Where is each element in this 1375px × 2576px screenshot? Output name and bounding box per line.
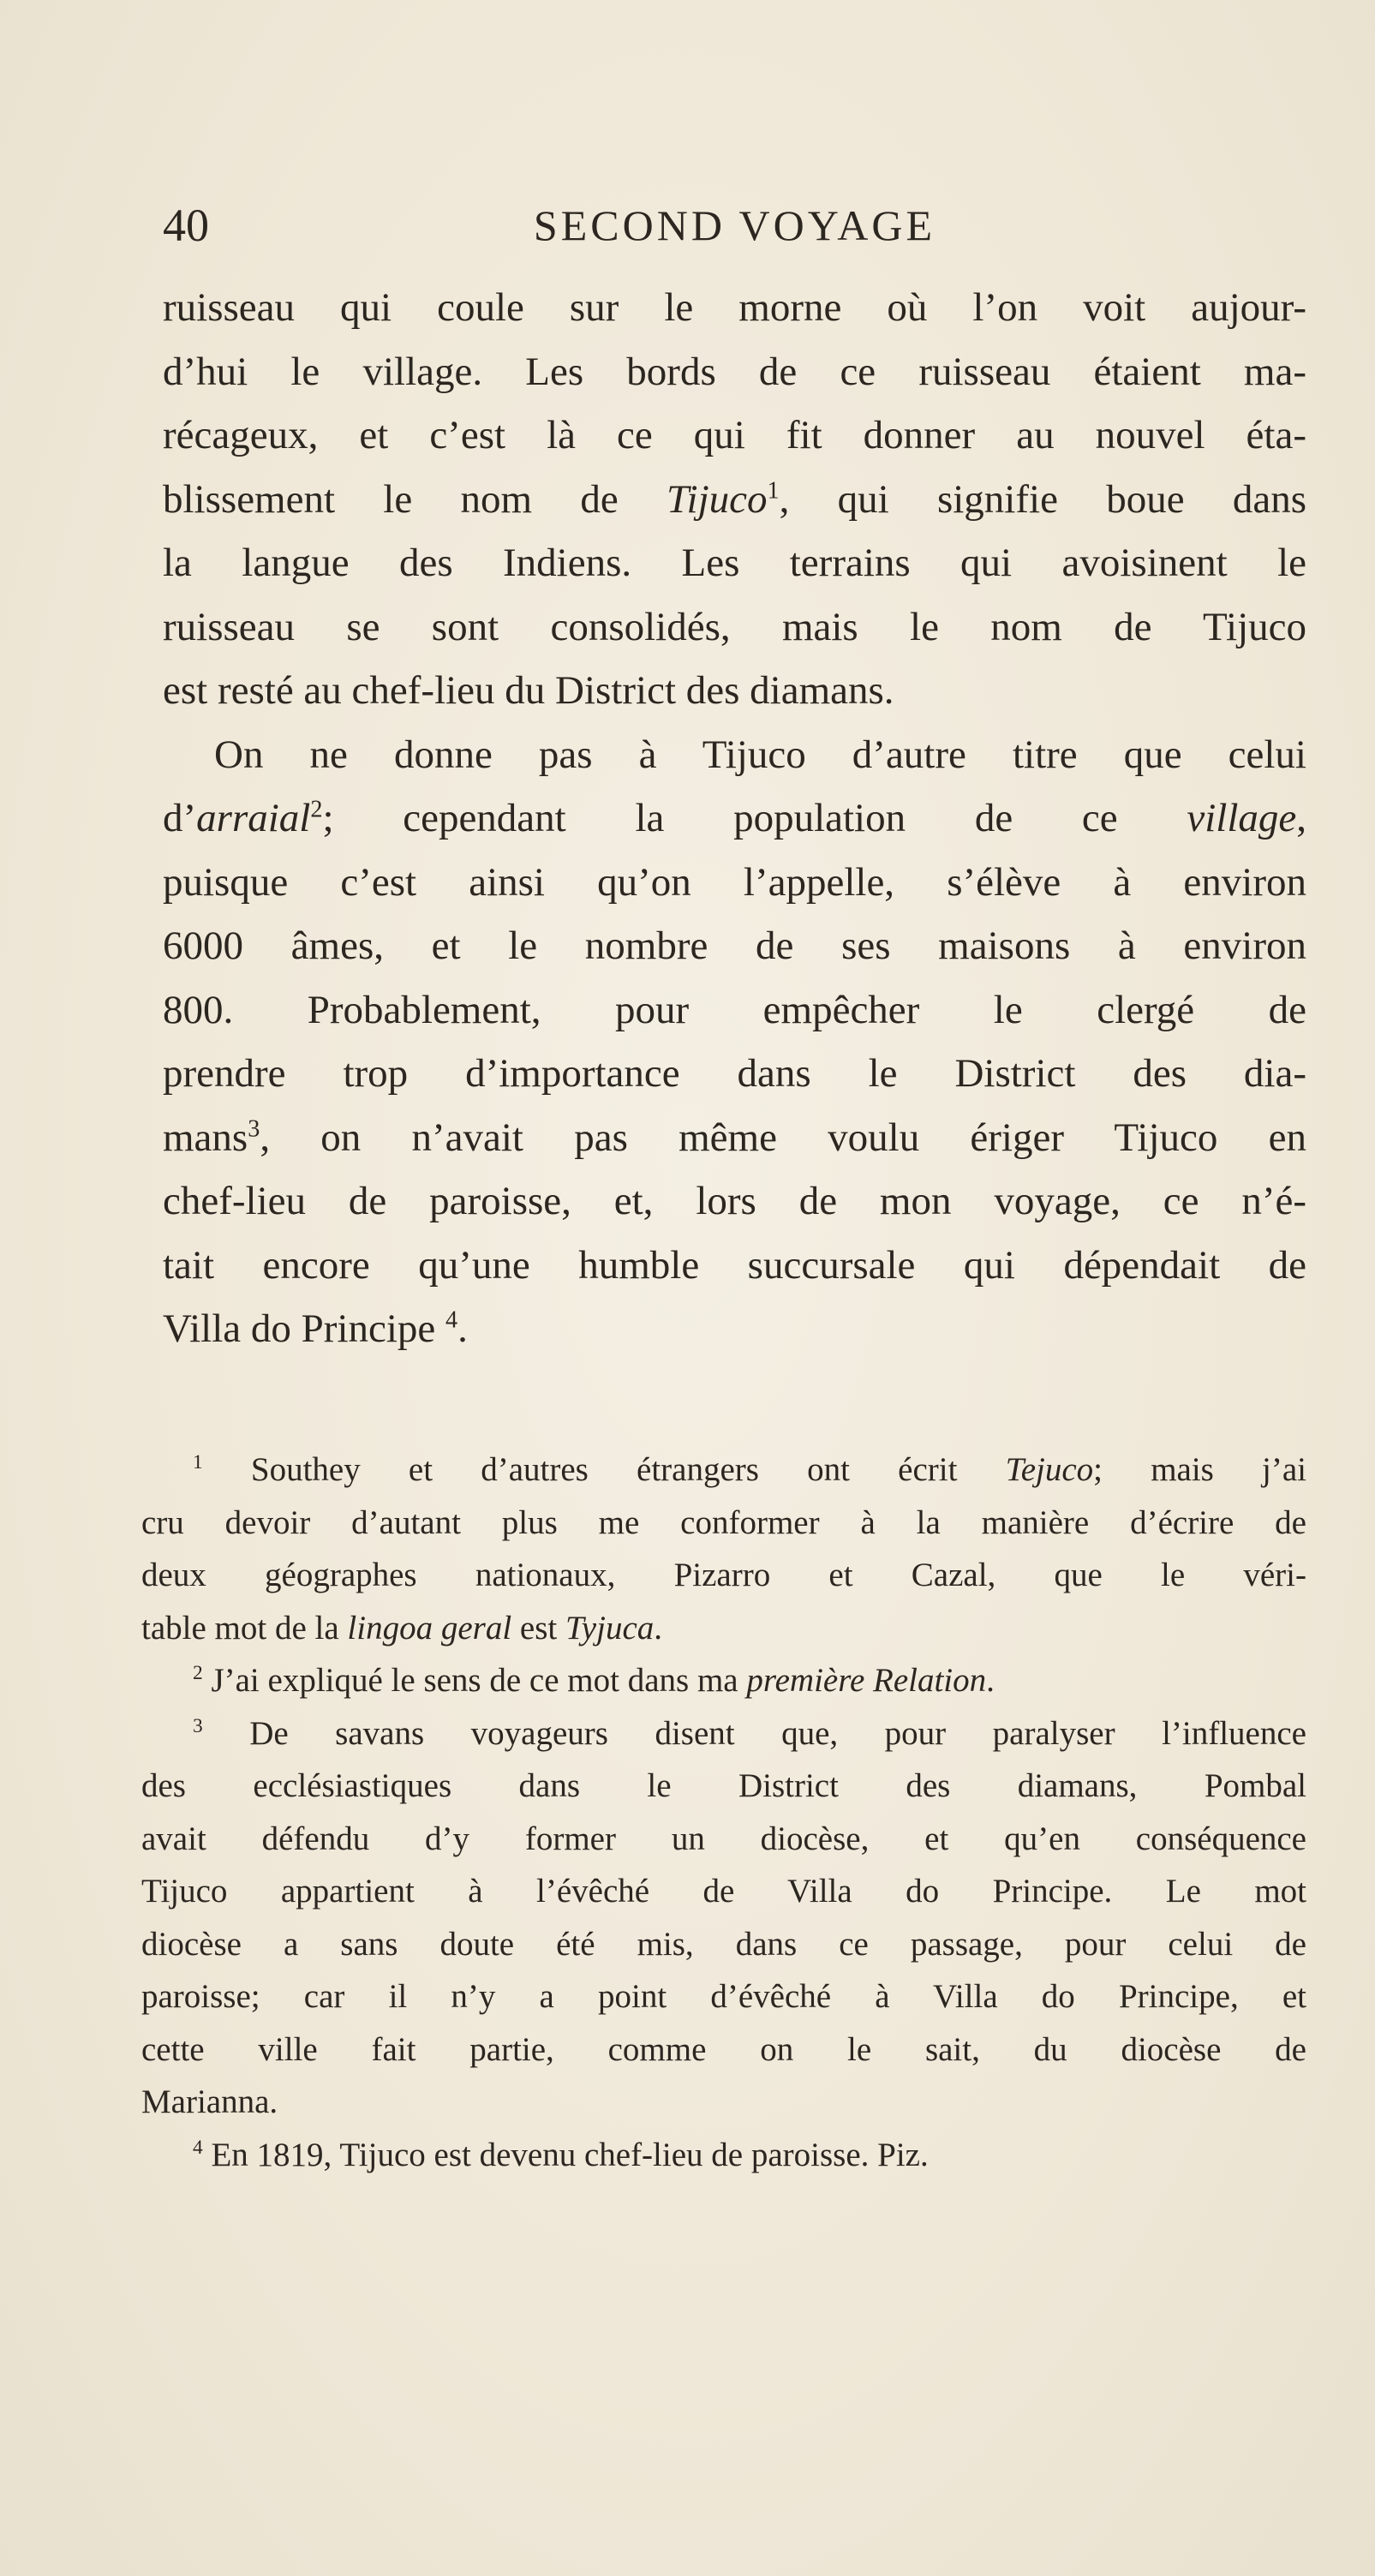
italic-term: première Relation (746, 1662, 987, 1699)
italic-term: Tejuco (1005, 1451, 1094, 1488)
footnote-line: cru devoir d’autant plus me conformer à la manière d’écrire de (141, 1503, 1306, 1541)
footnote-number: 4 (193, 2136, 203, 2159)
body-line: blissement le nom de Tijuco$^1$, qui signifie boue dans (163, 476, 1306, 522)
italic-term: Tijuco (666, 476, 768, 522)
body-line: la langue des Indiens. Les terrains qui avoisinent le (163, 541, 1306, 585)
page-header (163, 195, 1306, 255)
footnote-ref: 4 (445, 1306, 458, 1334)
footnote-number: 3 (193, 1714, 203, 1737)
body-line: récageux, et c’est là ce qui fit donner au nouvel éta- (163, 413, 1306, 457)
footnote-number: 2 (193, 1662, 203, 1684)
body-line: d’arraial$^2$; cependant la population de ce village, (163, 796, 1306, 840)
italic-term: Tyjuca (565, 1609, 655, 1647)
page-number: 40 (163, 200, 209, 251)
footnote-line: $^4$ En 1819, Tijuco est devenu chef-lieu de paroisse. Piz. (193, 2136, 929, 2173)
main-text (163, 276, 1306, 1361)
footnote-line: Marianna. (141, 2083, 278, 2120)
footnote-line: paroisse; car il n’y a point d’évêché à Villa do Principe, et (141, 1978, 1306, 2015)
running-title: SECOND VOYAGE (533, 201, 936, 249)
footnotes (141, 1443, 1306, 2181)
footnote-ref: 3 (248, 1115, 260, 1142)
body-line: tait encore qu’une humble succursale qui dépendait de (163, 1242, 1306, 1288)
body-line: 800. Probablement, pour empêcher le clergé de (163, 987, 1306, 1032)
body-line: ruisseau qui coule sur le morne où l’on voit aujour- (163, 285, 1306, 330)
footnote-line: table mot de la lingoa geral est Tyjuca. (141, 1609, 663, 1647)
body-line: mans$^3$, on n’avait pas même voulu ériger Tijuco en (163, 1115, 1306, 1160)
footnote-line: $^3$ De savans voyageurs disent que, pour paralyser l’influence (193, 1714, 1306, 1752)
italic-term: lingoa geral (347, 1609, 512, 1647)
footnote-ref: 1 (767, 476, 780, 504)
body-line: ruisseau se sont consolidés, mais le nom de Tijuco (163, 604, 1306, 649)
body-line: Villa do Principe $^4$. (163, 1306, 468, 1351)
body-line: 6000 âmes, et le nombre de ses maisons à environ (163, 923, 1306, 968)
footnote-line: des ecclésiastiques dans le District des diamans, Pombal (141, 1767, 1306, 1804)
body-line: chef-lieu de paroisse, et, lors de mon voyage, ce n’é- (163, 1179, 1306, 1223)
footnote-line: diocèse a sans doute été mis, dans ce passage, pour celui de (141, 1925, 1306, 1963)
italic-term: arraial (196, 796, 311, 840)
footnote-line: $^2$ J’ai expliqué le sens de ce mot dans ma première Relation. (193, 1662, 995, 1699)
body-line: puisque c’est ainsi qu’on l’appelle, s’élève à environ (163, 859, 1306, 905)
body-line: d’hui le village. Les bords de ce ruisseau étaient ma- (163, 349, 1306, 394)
footnote-number: 1 (193, 1451, 203, 1473)
footnote-line: deux géographes nationaux, Pizarro et Cazal, que le véri- (141, 1557, 1306, 1593)
body-line: prendre trop d’importance dans le District des dia- (163, 1051, 1306, 1096)
body-line: On ne donne pas à Tijuco d’autre titre que celui (214, 732, 1306, 777)
italic-term: village (1187, 796, 1297, 840)
footnote-line: $^1$ Southey et d’autres étrangers ont écrit Tejuco; mais j’ai (193, 1451, 1306, 1488)
footnote-line: avait défendu d’y former un diocèse, et qu’en conséquence (141, 1820, 1306, 1857)
footnote-line: Tijuco appartient à l’évêché de Villa do Principe. Le mot (141, 1873, 1306, 1910)
footnote-ref: 2 (310, 796, 323, 823)
body-line: est resté au chef-lieu du District des diamans. (163, 668, 894, 713)
footnote-line: cette ville fait partie, comme on le sait, du diocèse de (141, 2030, 1306, 2068)
